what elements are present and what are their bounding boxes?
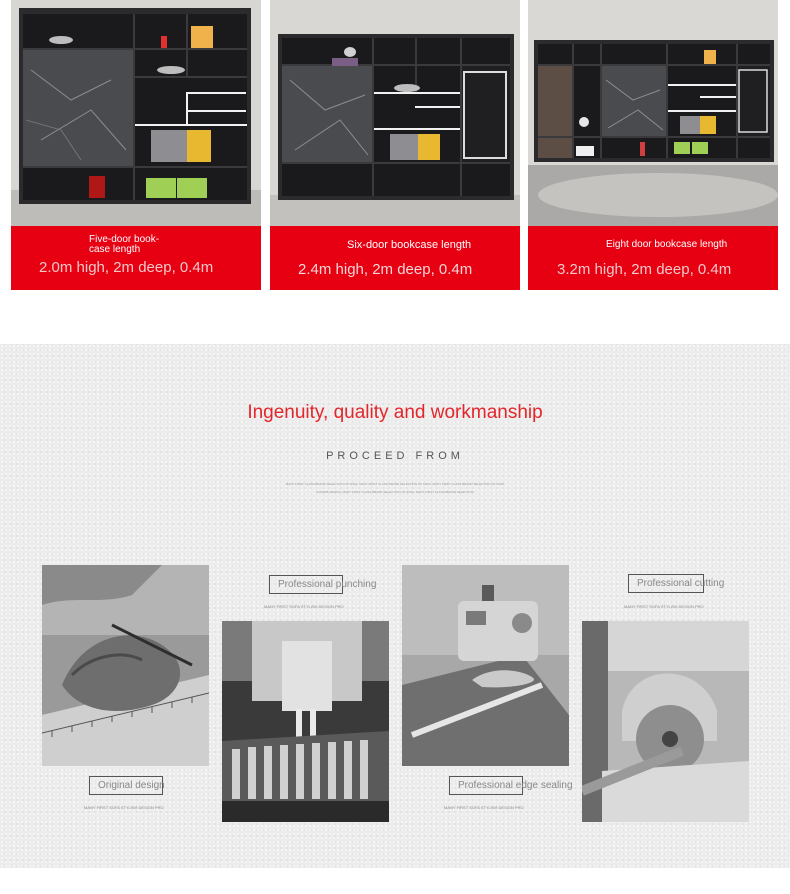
step-caption: MANY FIRST SOFA STYLISH DESIGN PRO [624,604,704,609]
fine-text-line: MANY FIRST CLASS BRAND SELECTION OF SOFA, MANY FIRST CLASS BRAND SELECTION OF SOFA, MANY FIRST CLASS BRAND SELECTION OF SOFA [285,482,505,486]
original-design-photo [42,565,209,766]
workmanship-section [0,344,790,868]
section-headline: Ingenuity, quality and workmanship [247,402,543,423]
step-label-professional-cutting: Professional cutting [628,574,704,593]
product-caption [11,226,261,290]
section-fine-text [235,480,555,496]
product-five-door[interactable] [11,0,261,290]
product-row [0,0,790,300]
fine-text-line: SUPERB DESIGN, MANY FIRST CLASS BRAND SELECTION OF SOFA, MANY FIRST CLASS BRAND SELECTION [316,490,474,494]
section-subheadline: PROCEED FROM [326,450,464,462]
step-label-professional-punching: Professional punching [269,575,343,594]
professional-cutting-photo [582,621,749,822]
product-caption [270,226,520,290]
product-dimensions: 3.2m high, 2m deep, 0.4m [557,261,732,278]
product-title: Six-door bookcase length [347,239,472,251]
product-dimensions: 2.4m high, 2m deep, 0.4m [298,261,473,278]
product-title: Eight door bookcase length [606,239,728,250]
product-title: Five-door book- case length [89,234,160,255]
professional-edge-sealing-photo [402,565,569,766]
product-eight-door[interactable] [528,0,778,290]
step-label-professional-edge-sealing: Professional edge sealing [449,776,523,795]
product-image-six-door [270,0,520,226]
step-caption: MANY FIRST SOFA STYLISH DESIGN PRO [84,805,164,810]
product-caption [528,226,778,290]
product-dimensions: 2.0m high, 2m deep, 0.4m [39,259,214,276]
step-label-original-design: Original design [89,776,163,795]
product-six-door[interactable] [270,0,520,290]
step-caption: MANY FIRST SOFA STYLISH DESIGN PRO [264,604,344,609]
product-image-eight-door [528,0,778,226]
professional-punching-photo [222,621,389,822]
product-image-five-door [11,0,261,226]
step-caption: MANY FIRST SOFA STYLISH DESIGN PRO [444,805,524,810]
